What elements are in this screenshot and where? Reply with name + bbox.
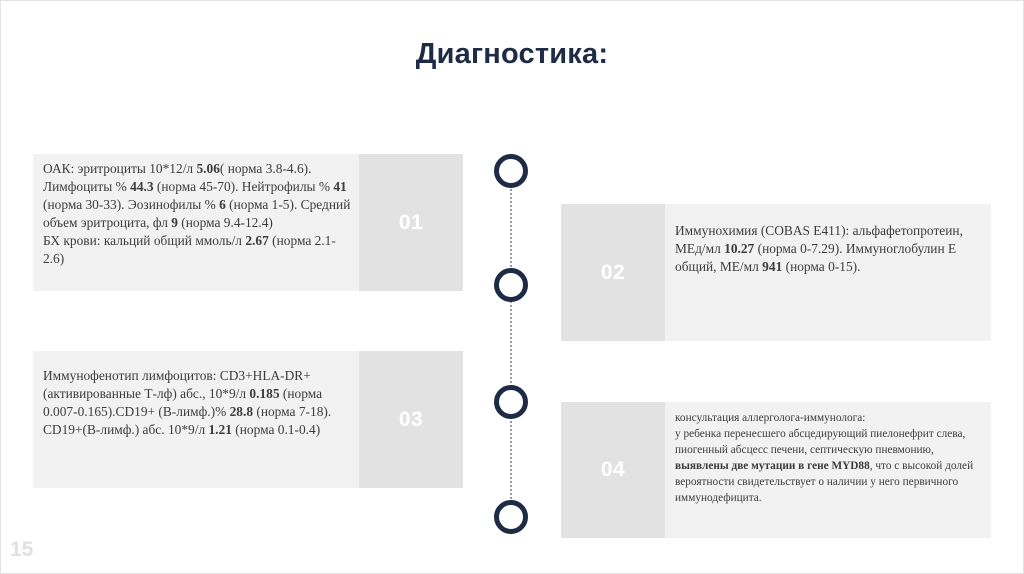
text-segment: ОАК: эритроциты 10*12/л [43,161,197,176]
value-bold: выявлены две мутации в гене MYD88 [675,460,870,472]
value-bold: 2.67 [245,233,269,248]
value-bold: 941 [762,259,783,274]
timeline-line [510,186,512,502]
card-03-body [43,367,351,439]
page-number: 15 [10,538,34,561]
value-bold: 5.06 [196,161,220,176]
text-segment: (норма 0.007-0.165).CD19+ (В-лимф.)% [43,386,323,419]
value-bold: 0.185 [249,386,280,401]
card-02-number: 02 [561,204,665,341]
card-04 [561,402,991,538]
card-02-body [675,222,983,276]
text-segment: БХ крови: кальций общий ммоль/л [43,233,246,248]
card-04-body [675,426,981,506]
value-bold: 44.3 [130,179,154,194]
text-segment: (норма 0-15). [782,259,861,274]
text-segment: Лимфоциты % [43,179,131,194]
timeline-node-01 [494,154,528,188]
text-segment: (норма 45-70). Нейтрофилы % [153,179,334,194]
text-segment: (норма 1-5). Средний объем эритроцита, фл [43,197,351,230]
text-segment: (норма 2.1-2.6) [43,233,336,266]
text-segment: Иммунохимия (COBAS E411): альфафетопротеин, МЕд/мл [675,223,963,256]
text-segment: ( норма 3.8-4.6). [219,161,312,176]
value-bold: 1.21 [208,422,232,437]
value-bold: 28.8 [229,404,254,419]
value-bold: 9 [171,215,178,230]
card-02-text [665,204,991,341]
card-01-body [43,160,351,232]
card-02 [561,204,991,341]
timeline-node-02 [494,268,528,302]
text-segment: (норма 0-7.29). Иммуноглобулин Е общий, МЕ/мл [675,241,957,274]
card-01-number: 01 [359,154,463,291]
value-bold: 6 [219,197,226,212]
value-bold: 41 [333,179,347,194]
card-01-body-2 [43,232,351,268]
card-03 [33,351,463,488]
card-03-number: 03 [359,351,463,488]
text-segment: , что с высокой долей вероятности свидетельствует о наличии у него первичного иммунодефицита. [675,460,974,504]
value-bold: 10.27 [724,241,755,256]
timeline-node-03 [494,385,528,419]
card-01-text [33,154,359,291]
text-segment: (норма 0.1-0.4) [231,422,321,437]
card-04-text [665,402,991,538]
text-segment: у ребенка перенесшего абсцедирующий пиелонефрит слева, пиогенный абсцесс печени, септическую пневмонию, [675,428,966,456]
card-03-text [33,351,359,488]
card-01 [33,154,463,291]
slide-title: Диагностика: [415,38,609,70]
timeline-node-04 [494,500,528,534]
card-04-heading: консультация аллерголога-иммунолога: [675,412,866,424]
text-segment: Иммунофенотип лимфоцитов: CD3+HLA-DR+ (активированные Т-лф) абс., 10*9/л [43,368,311,401]
text-segment: (норма 7-18). CD19+(В-лимф.) абс. 10*9/л [43,404,332,437]
text-segment: (норма 9.4-12.4) [177,215,273,230]
text-segment: (норма 30-33). Эозинофилы % [43,197,220,212]
card-04-number: 04 [561,402,665,538]
